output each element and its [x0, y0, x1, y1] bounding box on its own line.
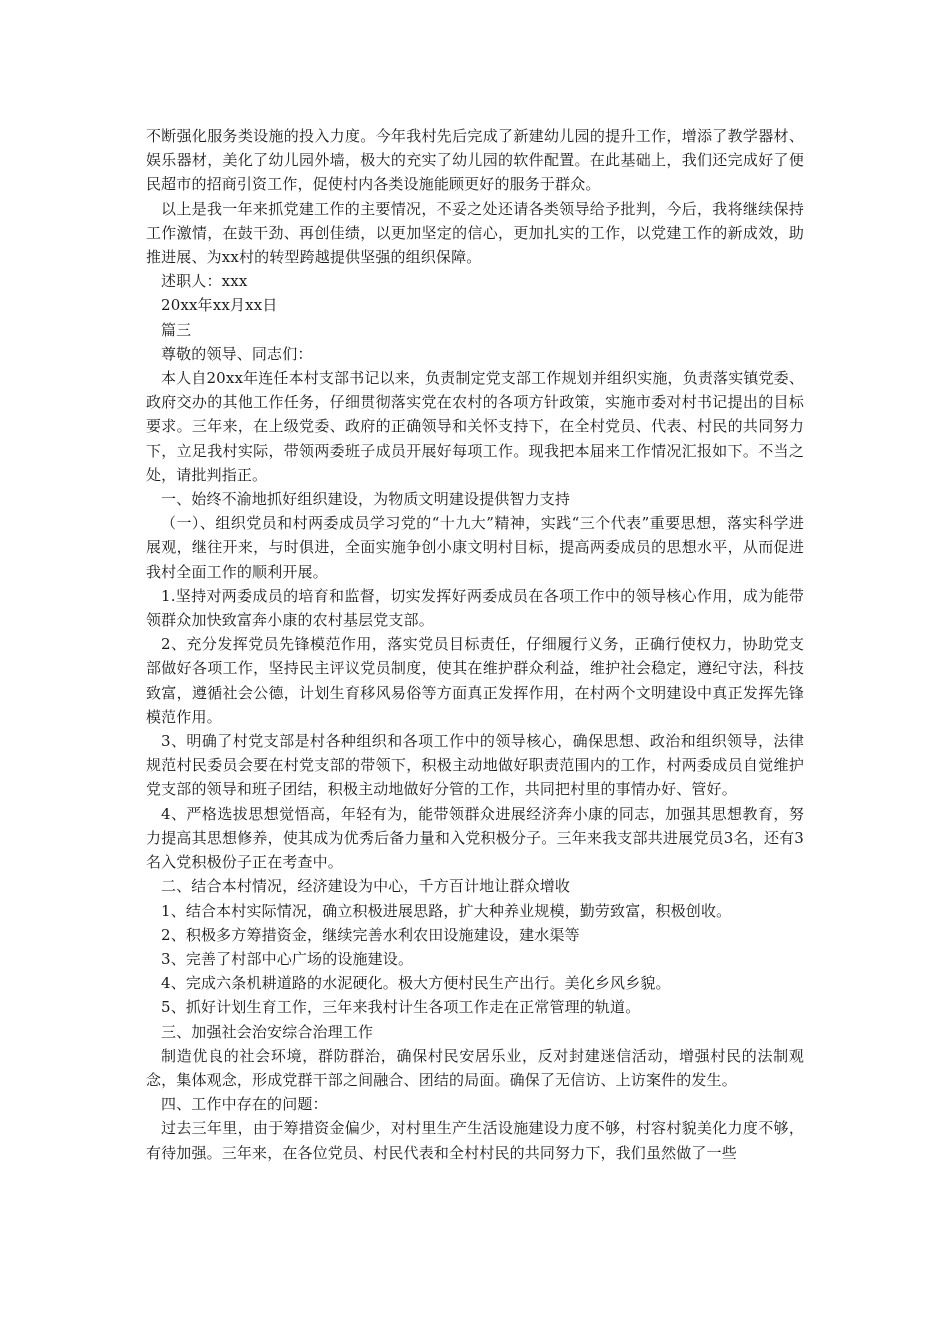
section-heading: 一、始终不渝地抓好组织建设，为物质文明建设提供智力支持	[161, 490, 571, 509]
salutation: 尊敬的领导、同志们：	[161, 344, 313, 363]
list-item: 3、明确了村党支部是村各种组织和各项工作中的领导核心，确保思想、政治和组织领导，法律规范村民委员会要在村党支部的带领下，积极主动地做好职责范围内的工作，村两委成员自觉维护党支部的领导和班子团结，积极主动地做好分管的工作，共同把村里的事情办好、管好。	[146, 732, 804, 799]
list-item: 4、完成六条机耕道路的水泥硬化。极大方便村民生产出行。美化乡风乡貌。	[161, 974, 671, 993]
section-heading: 三、加强社会治安综合治理工作	[161, 1022, 374, 1041]
list-item: 2、积极多方筹措资金，继续完善水利农田设施建设，建水渠等	[161, 925, 580, 944]
paragraph: （一）、组织党员和村两委成员学习党的“十九大”精神，实践“三个代表”重要思想，落实科学进展观，继往开来，与时俱进，全面实施争创小康文明村目标，提高两委成员的思想水平，从而促进我村全面工作的顺利开展。	[146, 514, 804, 581]
paragraph: 制造优良的社会环境，群防群治，确保村民安居乐业，反对封建迷信活动，增强村民的法制观念，集体观念，形成党群干部之间融合、团结的局面。确保了无信访、上访案件的发生。	[146, 1046, 804, 1089]
list-item: 2、充分发挥党员先锋模范作用，落实党员目标责任，仔细履行义务，正确行使权力，协助党支部做好各项工作，坚持民主评议党员制度，使其在维护群众利益，维护社会稳定，遵纪守法，科技致富，遵循社会公德，计划生育移风易俗等方面真正发挥作用，在村两个文明建设中真正发挥先锋模范作用。	[146, 635, 804, 726]
paragraph: 以上是我一年来抓党建工作的主要情况，不妥之处还请各类领导给予批判，今后，我将继续保持工作激情，在鼓干劲、再创佳绩，以更加坚定的信心，更加扎实的工作，以党建工作的新成效，助推进展、为xx村的转型跨越提供坚强的组织保障。	[146, 199, 804, 267]
list-item: 1、结合本村实际情况，确立积极进展思路，扩大种养业规模，勤劳致富，积极创收。	[161, 901, 732, 920]
section-heading: 篇三	[161, 320, 192, 339]
document-body	[146, 124, 804, 1165]
list-item: 5、抓好计划生育工作，三年来我村计生各项工作走在正常管理的轨道。	[161, 998, 641, 1017]
paragraph: 过去三年里，由于筹措资金偏少，对村里生产生活设施建设力度不够，村容村貌美化力度不够，有待加强。三年来，在各位党员、村民代表和全村村民的共同努力下，我们虽然做了一些	[146, 1119, 804, 1162]
list-item: 1.坚持对两委成员的培育和监督，切实发挥好两委成员在各项工作中的领导核心作用，成为能带领群众加快致富奔小康的农村基层党支部。	[146, 586, 804, 630]
section-heading: 二、结合本村情况，经济建设为中心，千方百计地让群众增收	[161, 877, 571, 896]
date-line: 20xx年xx月xx日	[161, 296, 278, 315]
section-heading: 四、工作中存在的问题：	[161, 1095, 328, 1114]
paragraph: 本人自20xx年连任本村支部书记以来，负责制定党支部工作规划并组织实施，负责落实镇党委、政府交办的其他工作任务，仔细贯彻落实党在农村的各项方针政策，实施市委对村书记提出的目标要求。三年来，在上级党委、政府的正确领导和关怀支持下，在全村党员、代表、村民的共同努力下，立足我村实际，带领两委班子成员开展好每项工作。现我把本届来工作情况汇报如下。不当之处，请批判指正。	[146, 369, 804, 484]
signature-line: 述职人：xxx	[161, 272, 248, 291]
list-item: 4、严格选拔思想觉悟高，年轻有为，能带领群众进展经济奔小康的同志，加强其思想教育，努力提高其思想修养，使其成为优秀后备力量和入党积极分子。三年来我支部共进展党员3名，还有3名入党积极份子正在考查中。	[146, 804, 804, 872]
list-item: 3、完善了村部中心广场的设施建设。	[161, 949, 414, 968]
paragraph: 不断强化服务类设施的投入力度。今年我村先后完成了新建幼儿园的提升工作，增添了教学器材、娱乐器材，美化了幼儿园外墙，极大的充实了幼儿园的软件配置。在此基础上，我们还完成好了便民超市的招商引资工作，促使村内各类设施能顾更好的服务于群众。	[146, 127, 804, 194]
